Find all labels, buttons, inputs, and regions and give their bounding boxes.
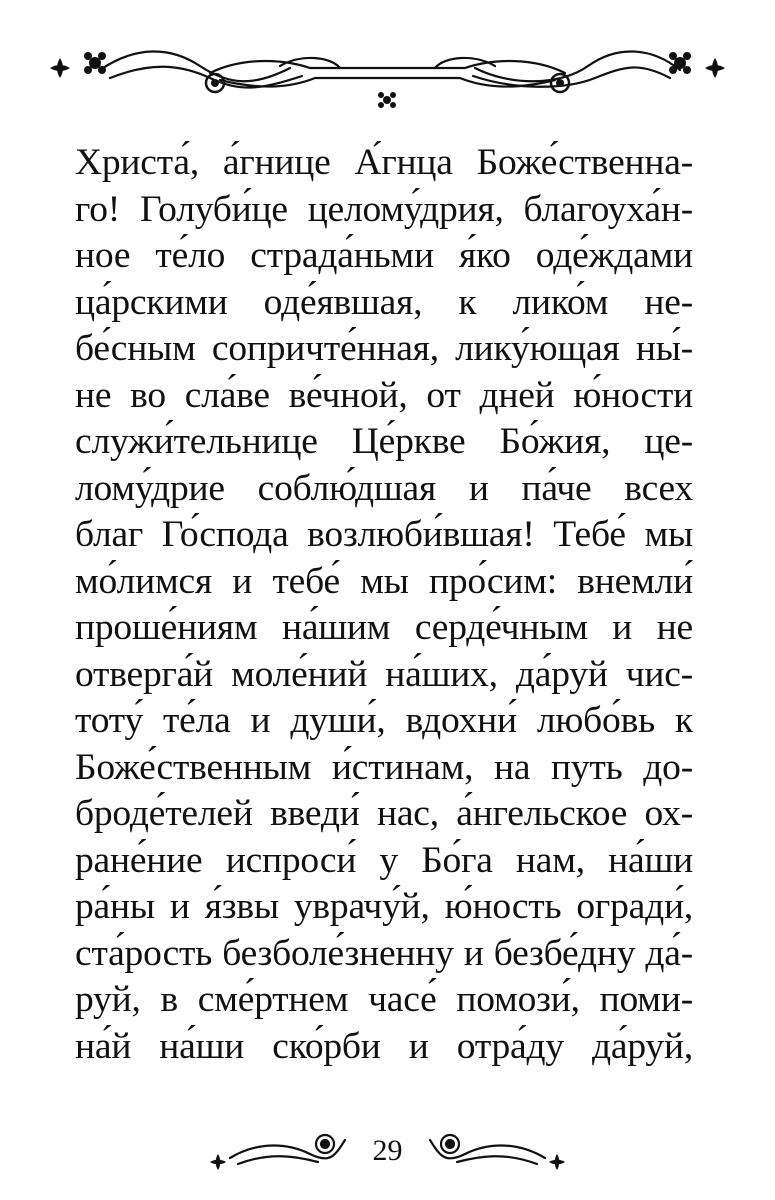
text-line: не во сла́ве ве́чной, от дней ю́ности xyxy=(75,374,693,416)
floral-vine-divider-icon xyxy=(40,28,735,113)
text-line: ране́ние испроси́ у Бо́га нам, на́ши xyxy=(75,839,693,881)
text-line: ра́ны и я́звы уврачу́й, ю́ность огради́, xyxy=(75,886,693,927)
text-line: Христа́, а́гнице А́гнца Боже́ственна- xyxy=(75,142,693,183)
text-line: тоту́ те́ла и души́, вдохни́ любо́вь к xyxy=(75,700,693,741)
text-line: броде́телей введи́ нас, а́нгельское ох- xyxy=(75,793,693,834)
page-footer xyxy=(200,1120,575,1180)
text-line: ное те́ло страда́ньми я́ко оде́ждами xyxy=(75,235,693,276)
page-number: 29 xyxy=(372,1134,403,1167)
text-line: бе́сным сопричте́нная, лику́ющая ны́- xyxy=(75,328,693,369)
text-line: Боже́ственным и́стинам, на путь до- xyxy=(75,746,693,788)
text-line: го! Голуби́це целому́дрия, благоуха́н- xyxy=(75,188,693,230)
text-line: ста́рость безболе́зненну и безбе́дну да́- xyxy=(75,932,693,974)
text-line: руй, в сме́ртнем часе́ помози́, поми- xyxy=(75,979,693,1020)
text-line: ца́рскими оде́явшая, к лико́м не- xyxy=(75,281,693,323)
floral-scroll-right-icon xyxy=(425,1120,575,1180)
prayer-text xyxy=(75,140,693,1070)
text-line: лому́дрие соблю́дшая и па́че всех xyxy=(75,467,693,509)
text-line: мо́лимся и тебе́ мы про́сим: внемли́ xyxy=(75,560,693,602)
text-line: проше́ниям на́шим серде́чным и не xyxy=(75,607,693,648)
text-line: отверга́й моле́ний на́ших, да́руй чис- xyxy=(75,653,693,695)
text-line: служи́тельнице Це́ркве Бо́жия, це- xyxy=(75,421,693,462)
text-line: благ Го́спода возлюби́вшая! Тебе́ мы xyxy=(75,514,693,555)
text-line: на́й на́ши ско́рби и отра́ду да́руй, xyxy=(75,1025,693,1067)
